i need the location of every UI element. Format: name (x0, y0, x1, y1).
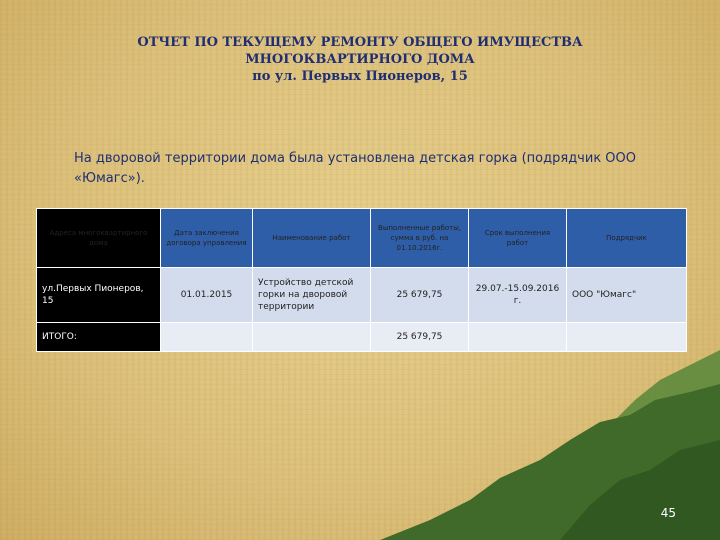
description-line-1: На дворовой территории дома была установлена детская горка (подрядчик ООО (74, 151, 636, 166)
header-address: Адреса многоквартирного дома (37, 209, 161, 268)
title-line-1: ОТЧЕТ ПО ТЕКУЩЕМУ РЕМОНТУ ОБЩЕГО ИМУЩЕСТВА (137, 35, 583, 50)
cell-period: 29.07.-15.09.2016г. (469, 268, 567, 323)
page-number: 45 (660, 506, 676, 520)
cell-contract-date: 01.01.2015 (161, 268, 253, 323)
cell-amount: 25 679,75 (371, 268, 469, 323)
cell-total-label: ИТОГО: (37, 323, 161, 352)
cell-total-amount: 25 679,75 (371, 323, 469, 352)
cell-contractor: ООО "Юмагс" (567, 268, 687, 323)
title-line-2: МНОГОКВАРТИРНОГО ДОМА (245, 52, 475, 67)
header-work-name: Наименование работ (253, 209, 371, 268)
header-contractor: Подрядчик (567, 209, 687, 268)
header-period: Срок выполнения работ (469, 209, 567, 268)
title-line-3: по ул. Первых Пионеров, 15 (252, 69, 468, 84)
cell-work-name: Устройство детской горки на дворовой территории (253, 268, 371, 323)
description-line-2: «Юмагс»). (74, 171, 145, 186)
header-contract-date: Дата заключения договора управления (161, 209, 253, 268)
header-amount: Выполненные работы, сумма в руб. на 01.10.2016г. (371, 209, 469, 268)
cell-address: ул.Первых Пионеров, 15 (37, 268, 161, 323)
